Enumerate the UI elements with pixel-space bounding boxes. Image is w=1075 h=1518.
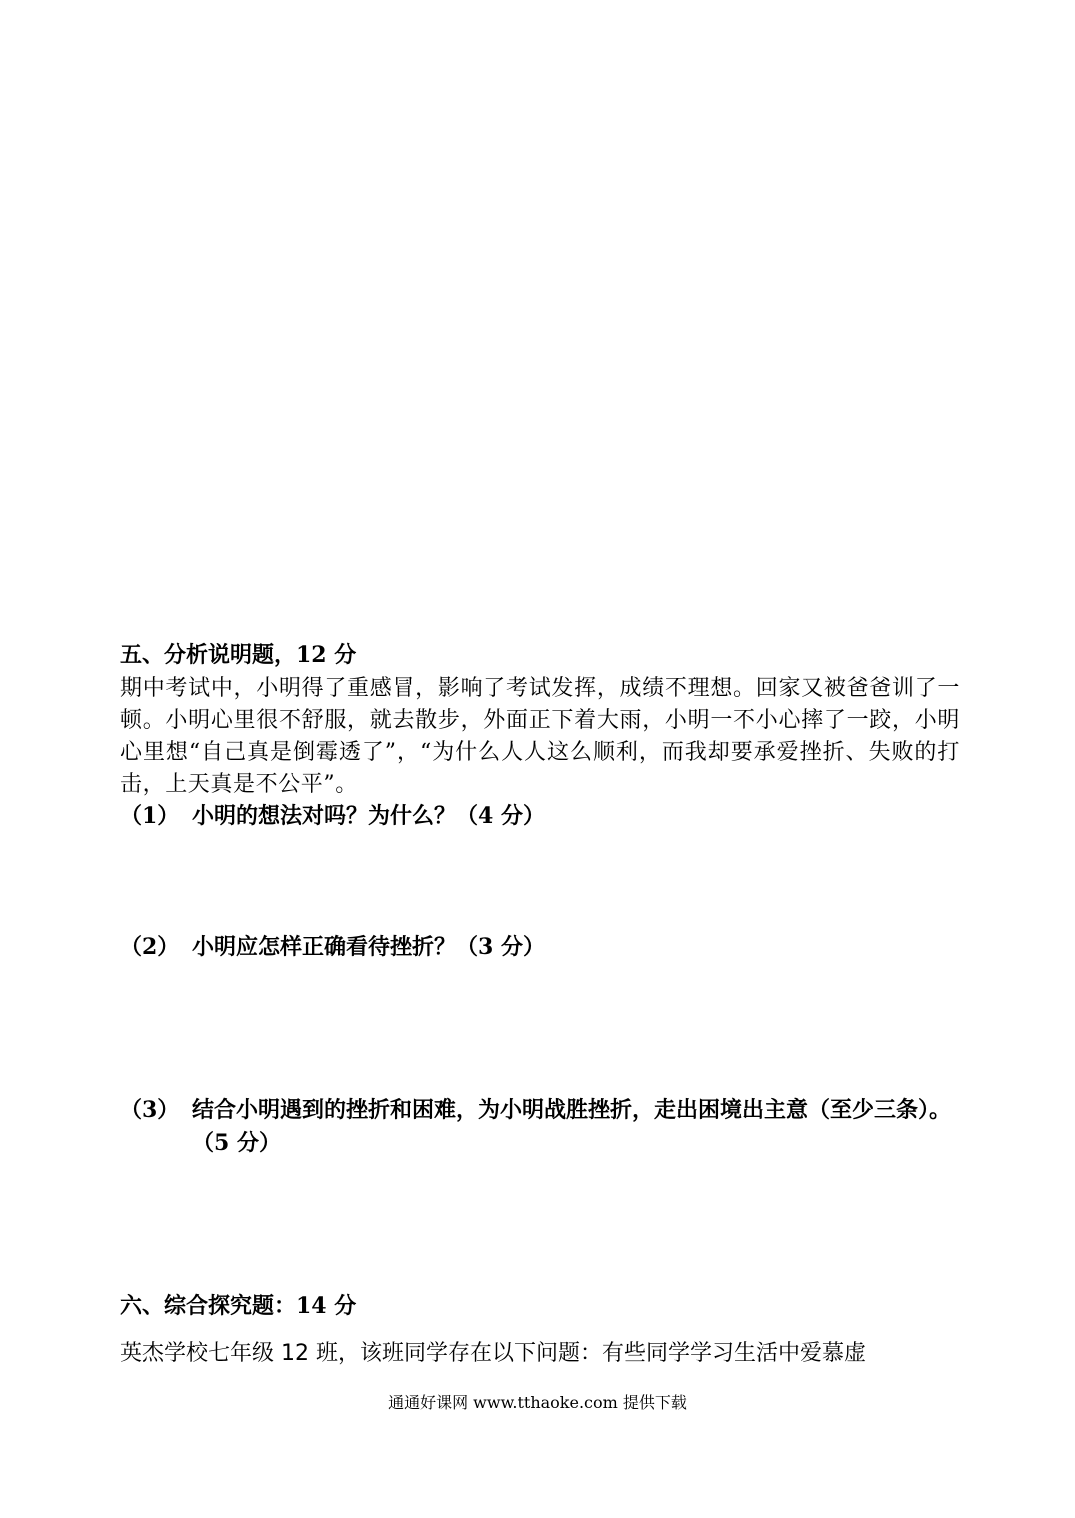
section-5-passage: 期中考试中，小明得了重感冒，影响了考试发挥，成绩不理想。回家又被爸爸训了一顿。小明心里很不舒服，就去散步，外面正下着大雨，小明一不小心摔了一跤，小明心里想“自己真是倒霉透了”，“为什么人人这么顺利，而我却要承爱挫折、失败的打击，上天真是不公平”。 bbox=[120, 676, 960, 797]
question-1 bbox=[120, 800, 960, 833]
question-1-number: （1） bbox=[120, 803, 180, 829]
section-5-heading: 五、分析说明题，12 分 bbox=[120, 642, 357, 668]
question-2-text: 小明应怎样正确看待挫折？（3 分） bbox=[192, 934, 545, 960]
question-2 bbox=[120, 931, 960, 964]
question-3-text: 结合小明遇到的挫折和困难，为小明战胜挫折，走出困境出主意（至少三条）。（5 分） bbox=[192, 1097, 952, 1156]
section-6-heading: 六、综合探究题：14 分 bbox=[120, 1293, 357, 1319]
section-6-passage: 英杰学校七年级 12 班，该班同学存在以下问题：有些同学学习生活中爱慕虚 bbox=[120, 1341, 866, 1366]
page-footer: 通通好课网 www.tthaoke.com 提供下载 bbox=[388, 1393, 687, 1412]
question-3-number: （3） bbox=[120, 1097, 180, 1123]
question-3 bbox=[120, 1094, 960, 1160]
question-1-text: 小明的想法对吗？为什么？（4 分） bbox=[192, 803, 545, 829]
question-2-number: （2） bbox=[120, 934, 180, 960]
